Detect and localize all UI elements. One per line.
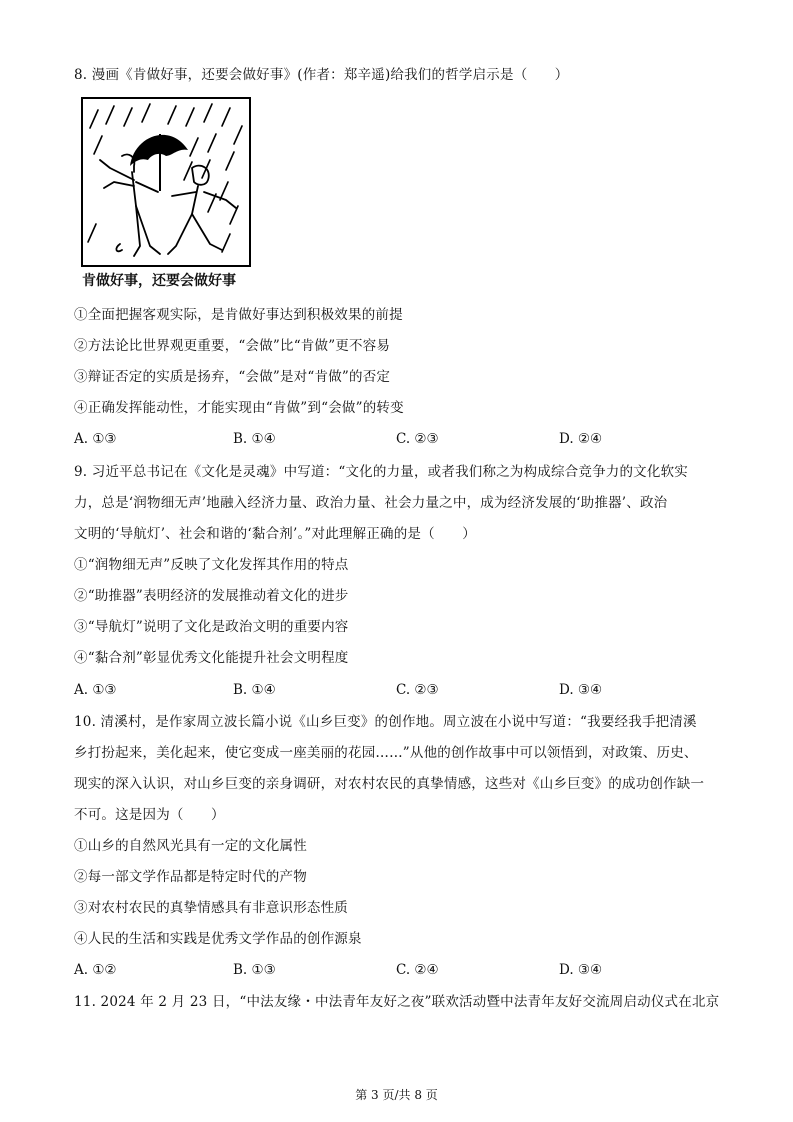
q10-item-2: ②每一部文学作品都是特定时代的产物: [74, 869, 307, 885]
q9-option-b[interactable]: B. ①④: [233, 682, 276, 698]
q9-stem-line-3: 文明的‘导航灯’、社会和谐的‘黏合剂’。”对此理解正确的是（ ）: [74, 526, 476, 542]
q10-item-4: ④人民的生活和实践是优秀文学作品的创作源泉: [74, 931, 362, 947]
page-number: 第 3 页/共 8 页: [355, 1088, 438, 1102]
q8-item-2: ②方法论比世界观更重要，“会做”比“肯做”更不容易: [74, 338, 391, 354]
q8-option-a[interactable]: A. ①③: [74, 431, 117, 447]
q9-item-2: ②“助推器”表明经济的发展推动着文化的进步: [74, 588, 349, 604]
q9-stem-line-2: 力，总是‘润物细无声’地融入经济力量、政治力量、社会力量之中，成为经济发展的‘助推器’、政治: [74, 495, 668, 511]
q10-option-a[interactable]: A. ①②: [74, 962, 117, 978]
q10-option-d[interactable]: D. ③④: [559, 962, 603, 978]
q10-option-c[interactable]: C. ②④: [396, 962, 439, 978]
q8-options: [74, 430, 714, 448]
q9-item-4: ④“黏合剂”彰显优秀文化能提升社会文明程度: [74, 650, 349, 666]
q8-item-4: ④正确发挥能动性，才能实现由“肯做”到“会做”的转变: [74, 400, 404, 416]
q9-item-1: ①“润物细无声”反映了文化发挥其作用的特点: [74, 557, 349, 573]
q9-item-3: ③“导航灯”说明了文化是政治文明的重要内容: [74, 619, 349, 635]
q10-options: [74, 961, 714, 979]
q8-item-3: ③辩证否定的实质是扬弃，“会做”是对“肯做”的否定: [74, 369, 391, 385]
q9-option-d[interactable]: D. ③④: [559, 682, 603, 698]
q10-item-1: ①山乡的自然风光具有一定的文化属性: [74, 838, 307, 854]
q10-stem-line-4: 不可。这是因为（ ）: [74, 807, 225, 823]
q9-option-a[interactable]: A. ①③: [74, 682, 117, 698]
q8-stem: 8. 漫画《肯做好事，还要会做好事》(作者：郑辛遥)给我们的哲学启示是（ ）: [74, 67, 569, 83]
q10-option-b[interactable]: B. ①③: [233, 962, 276, 978]
q10-stem-line-3: 现实的深入认识，对山乡巨变的亲身调研，对农村农民的真挚情感，这些对《山乡巨变》的成功创作缺一: [74, 776, 705, 792]
q8-option-b[interactable]: B. ①④: [233, 431, 276, 447]
q10-stem-line-1: 10. 清溪村，是作家周立波长篇小说《山乡巨变》的创作地。周立波在小说中写道：“我要经我手把清溪: [74, 714, 697, 730]
q9-options: [74, 681, 714, 699]
q10-stem-line-2: 乡打扮起来，美化起来，使它变成一座美丽的花园……”从他的创作故事中可以领悟到，对政策、历史、: [74, 745, 698, 761]
q9-stem-line-1: 9. 习近平总书记在《文化是灵魂》中写道：“文化的力量，或者我们称之为构成综合竞争力的文化软实: [74, 464, 688, 480]
cartoon-caption: 肯做好事，还要会做好事: [82, 273, 236, 289]
q8-option-d[interactable]: D. ②④: [559, 431, 603, 447]
q8-item-1: ①全面把握客观实际，是肯做好事达到积极效果的前提: [74, 307, 403, 323]
q8-option-c[interactable]: C. ②③: [396, 431, 439, 447]
umbrella-rain-cartoon: [80, 96, 252, 268]
q10-item-3: ③对农村农民的真挚情感具有非意识形态性质: [74, 900, 348, 916]
q11-stem-line-1: 11. 2024 年 2 月 23 日，“中法友缘・中法青年友好之夜”联欢活动暨中法青年友好交流周启动仪式在北京: [74, 994, 720, 1010]
q9-option-c[interactable]: C. ②③: [396, 682, 439, 698]
